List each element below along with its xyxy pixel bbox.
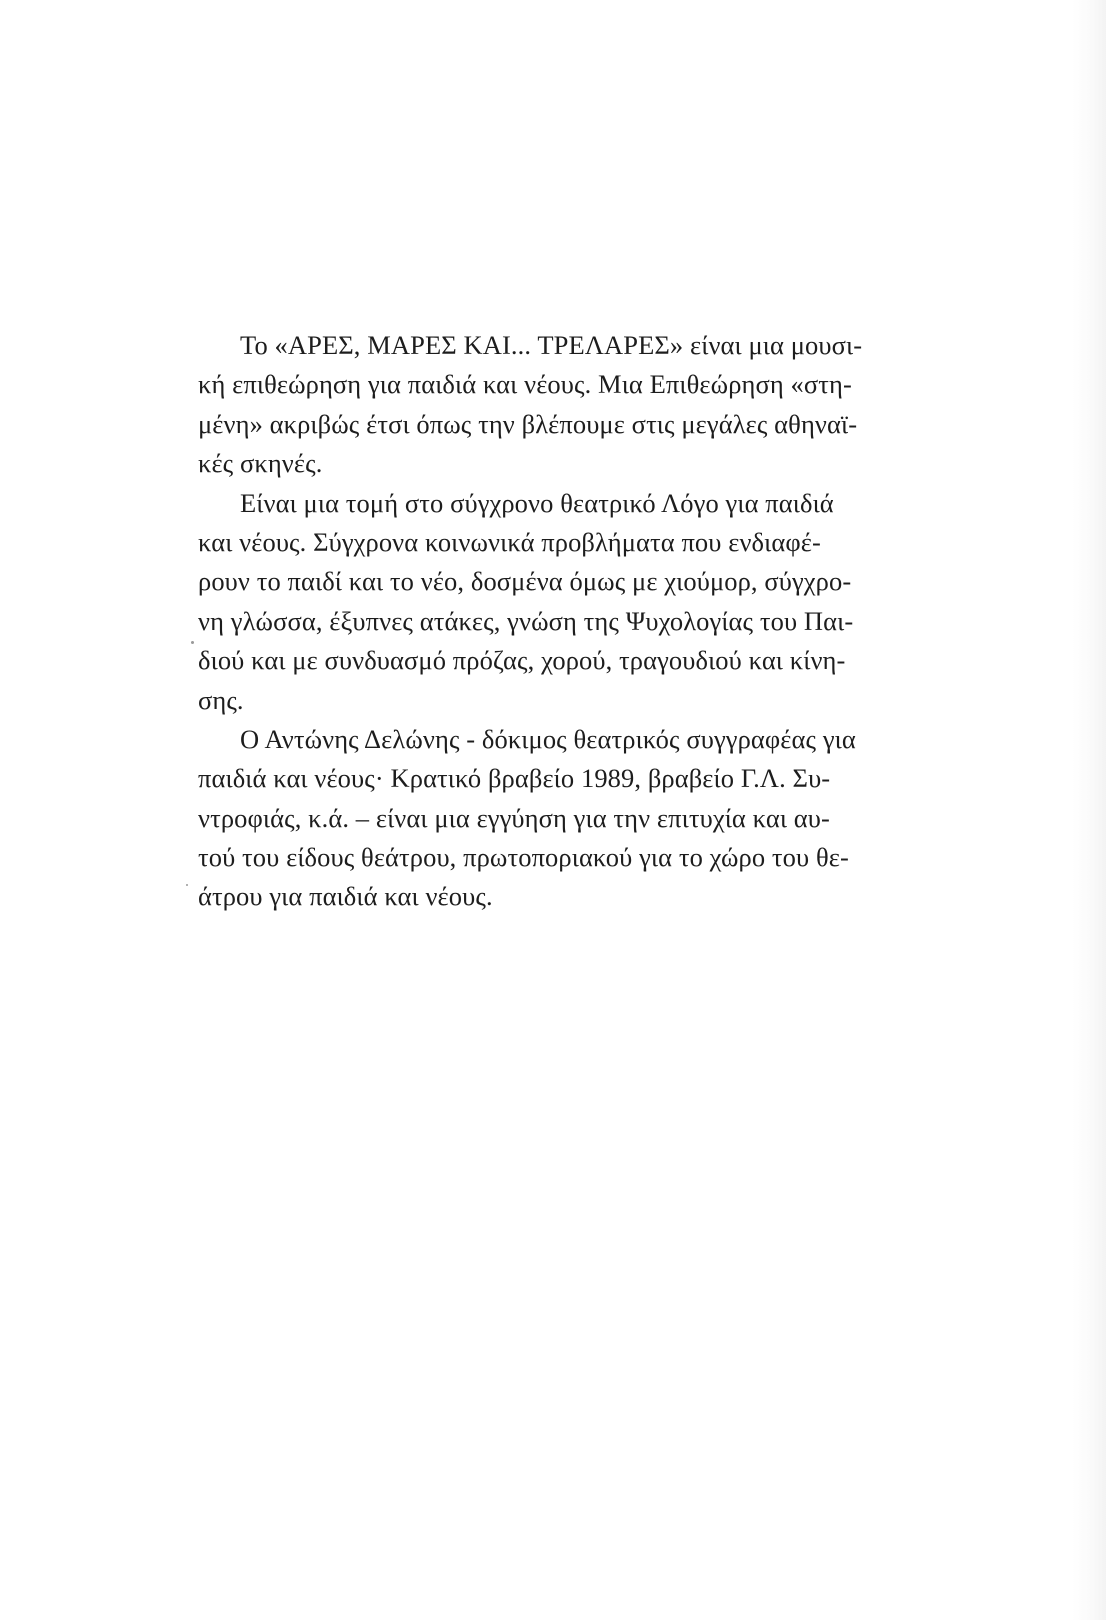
text-line: άτρου για παιδιά και νέους.	[198, 881, 493, 912]
text-line: τού του είδους θεάτρου, πρωτοποριακού για το χώρο του θε-	[198, 842, 849, 873]
text-line: ντροφιάς, κ.ά. – είναι μια εγγύηση για την επιτυχία και αυ-	[198, 802, 830, 833]
paragraph-3	[198, 720, 958, 917]
text-line: Το «ΑΡΕΣ, ΜΑΡΕΣ ΚΑΙ... ΤΡΕΛΑΡΕΣ» είναι μια μουσι-	[240, 330, 863, 360]
text-line: μένη» ακριβώς έτσι όπως την βλέπουμε στις μεγάλες αθηναϊ-	[198, 408, 858, 439]
page-edge-shadow	[1072, 0, 1106, 1620]
text-line: Ο Αντώνης Δελώνης - δόκιμος θεατρικός συγγραφέας για	[240, 723, 856, 754]
text-line: κή επιθεώρηση για παιδιά και νέους. Μια Επιθεώρηση «στη-	[198, 369, 852, 400]
body-text	[198, 326, 958, 917]
text-line: και νέους. Σύγχρονα κοινωνικά προβλήματα που ενδιαφέ-	[198, 526, 821, 557]
text-line: σης.	[198, 684, 244, 715]
text-line: κές σκηνές.	[198, 448, 323, 479]
scan-speck	[186, 884, 188, 886]
scan-speck	[191, 641, 194, 644]
paragraph-1	[198, 326, 958, 484]
text-line: νη γλώσσα, έξυπνες ατάκες, γνώση της Ψυχολογίας του Παι-	[198, 605, 854, 636]
text-line: Είναι μια τομή στο σύγχρονο θεατρικό Λόγο για παιδιά	[240, 487, 834, 518]
text-line: παιδιά και νέους· Κρατικό βραβείο 1989, βραβείο Γ.Λ. Συ-	[198, 763, 831, 794]
paragraph-2	[198, 484, 958, 720]
text-line: διού και με συνδυασμό πρόζας, χορού, τραγουδιού και κίνη-	[198, 645, 846, 676]
text-line: ρουν το παιδί και το νέο, δοσμένα όμως με χιούμορ, σύγχρο-	[198, 566, 852, 597]
